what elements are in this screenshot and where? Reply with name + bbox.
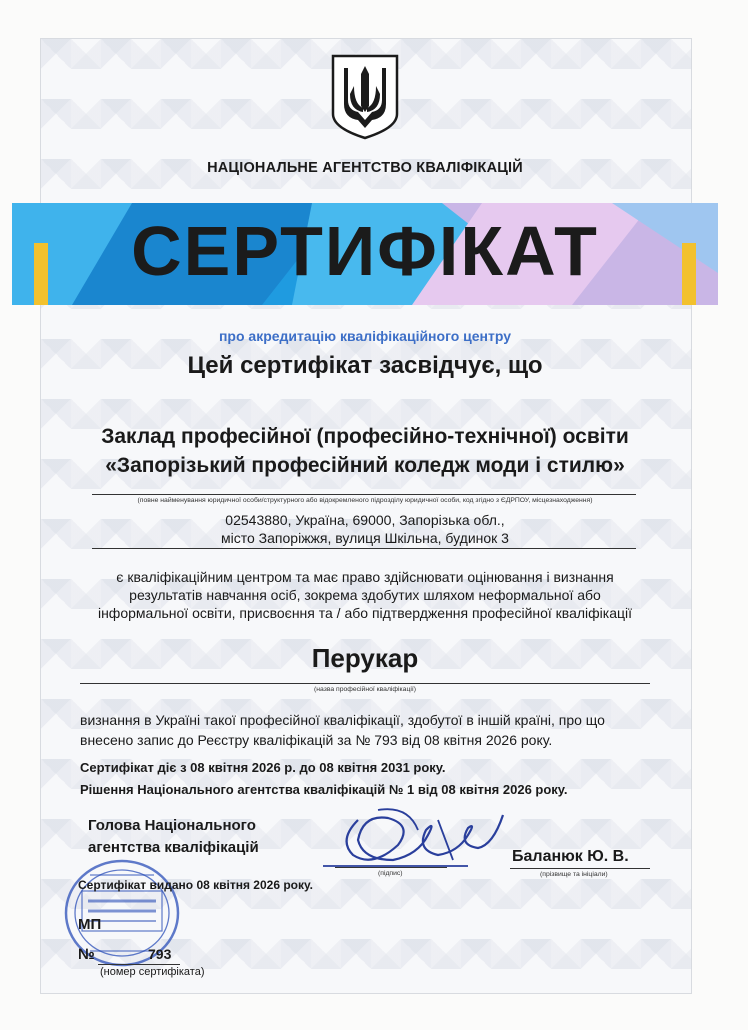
certificate-number: 793 xyxy=(148,946,172,962)
certificate-subtitle: про акредитацію кваліфікаційного центру xyxy=(218,328,512,344)
organization-rule xyxy=(92,494,636,495)
title-banner xyxy=(12,203,718,305)
position-line1: Голова Національного xyxy=(88,817,256,834)
decision-text: Рішення Національного агентства кваліфікацій № 1 від 08 квітня 2026 року. xyxy=(80,782,568,797)
address-line1: 02543880, Україна, 69000, Запорізька обл., xyxy=(225,512,505,528)
certificate-number-caption: (номер сертифіката) xyxy=(100,966,205,978)
rights-line3: інформальної освіти, присвоєння та / або підтвердження професійної кваліфікації xyxy=(97,605,633,621)
registry-line1: визнання в Україні такої професійної кваліфікації, здобутої в іншій країні, про що xyxy=(80,712,605,728)
organization-name-line1: Заклад професійної (професійно-технічної) освіти xyxy=(101,425,629,448)
organization-name-line2: «Запорізький професійний коледж моди і стилю» xyxy=(105,454,625,477)
certificate-title: СЕРТИФІКАТ xyxy=(131,212,599,290)
rights-line1: є кваліфікаційним центром та має право здійснювати оцінювання і визнання xyxy=(116,569,614,585)
validity-text: Сертифікат діє з 08 квітня 2026 р. до 08 квітня 2031 року. xyxy=(80,760,446,775)
signer-caption: (прізвище та ініціали) xyxy=(540,871,608,878)
position-line2: агентства кваліфікацій xyxy=(88,839,259,856)
signature-graphic xyxy=(318,800,508,872)
address-rule xyxy=(92,548,636,549)
certifies-statement: Цей сертифікат засвідчує, що xyxy=(187,352,543,379)
signer-rule xyxy=(510,868,650,869)
certificate-number-label: № xyxy=(78,946,95,963)
signatory-position xyxy=(88,815,259,859)
seal-place-label: МП xyxy=(78,916,102,933)
registry-line2: внесено запис до Реєстру кваліфікацій за № 793 від 08 квітня 2026 року. xyxy=(80,732,553,748)
signature-rule xyxy=(335,867,447,868)
organization-caption: (повне найменування юридичної особи/структурного або відокремленого підрозділу юридичної особи, код згідно з ЄДРПОУ, місцезнаходження) xyxy=(137,497,593,504)
qualification-caption: (назва професійної кваліфікації) xyxy=(314,686,416,693)
issue-date: Сертифікат видано 08 квітня 2026 року. xyxy=(78,878,313,892)
signature-caption: (підпис) xyxy=(378,870,403,877)
qualification-rule xyxy=(80,683,650,684)
agency-name: НАЦІОНАЛЬНЕ АГЕНТСТВО КВАЛІФІКАЦІЙ xyxy=(207,160,523,176)
certificate-number-rule xyxy=(98,964,180,965)
trident-emblem-icon xyxy=(330,54,400,140)
rights-line2: результатів навчання осіб, зокрема здобутих шляхом неформальної або xyxy=(129,587,601,603)
signer-name: Баланюк Ю. В. xyxy=(512,848,629,865)
address-line2: місто Запоріжжя, вулиця Шкільна, будинок 3 xyxy=(221,530,509,546)
qualification-name: Перукар xyxy=(311,643,419,673)
